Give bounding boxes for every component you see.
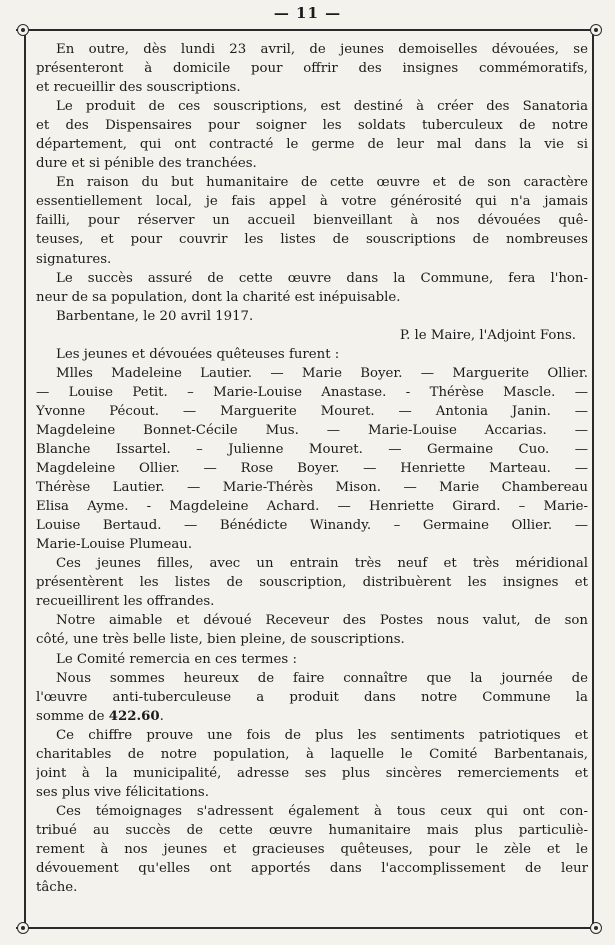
text-line-content: et recueillir des souscriptions. (36, 80, 241, 96)
text-line-content: Le succès assuré de cette œuvre dans la Commune, fera l'hon- (56, 270, 588, 286)
text-line-content: Elisa Ayme. - Magdeleine Achard. — Henriette Girard. – Marie- (36, 499, 588, 515)
text-line-content: signatures. (36, 251, 112, 267)
text-line-content: tâche. (36, 880, 78, 896)
text-line (36, 592, 588, 611)
text-line (36, 669, 588, 688)
text-line-content: l'œuvre anti-tuberculeuse a produit dans notre Commune la (36, 689, 588, 705)
text-line-content: rement à nos jeunes et gracieuses quêteuses, pour le zèle et le (36, 841, 588, 857)
text-line-content: joint à la municipalité, adresse ses plus sincères remerciements et (36, 765, 588, 781)
text-line (36, 554, 588, 573)
text-line-content: Le Comité remercia en ces termes : (56, 651, 297, 667)
text-line (36, 611, 588, 630)
text-line (36, 173, 588, 192)
text-line (36, 230, 588, 249)
text-line-content: Blanche Issartel. – Julienne Mouret. — Germaine Cuo. — (36, 441, 588, 457)
text-line (36, 345, 588, 364)
page-number: — 11 — (273, 4, 342, 22)
text-line (36, 250, 588, 269)
text-line-content: Le produit de ces souscriptions, est destiné à créer des Sanatoria (56, 99, 588, 115)
text-line-content: Nous sommes heureux de faire connaître que la journée de (56, 670, 588, 686)
corner-ornament-icon (590, 24, 602, 36)
text-line-content: Magdeleine Bonnet-Cécile Mus. — Marie-Louise Accarias. — (36, 422, 588, 438)
text-line (36, 478, 588, 497)
text-line (36, 97, 588, 116)
text-line (36, 192, 588, 211)
text-line (36, 402, 588, 421)
text-line-content: P. le Maire, l'Adjoint Fons. (399, 327, 576, 343)
text-line (36, 269, 588, 288)
text-line-content: Marie-Louise Plumeau. (36, 537, 193, 553)
text-line (36, 440, 588, 459)
text-line (36, 364, 588, 383)
text-line-content: Yvonne Pécout. — Marguerite Mouret. — Antonia Janin. — (36, 403, 588, 419)
text-line (36, 383, 588, 402)
text-line (36, 116, 588, 135)
body-text (36, 40, 588, 897)
text-line-content: somme de (36, 708, 105, 724)
amount-value: 422.60 (108, 708, 160, 724)
text-line-content: essentiellement local, je fais appel à votre générosité qui n'a jamais (36, 194, 588, 210)
text-line (36, 783, 588, 802)
text-line-content: failli, pour réserver un accueil bienveillant à nos dévouées quê- (36, 213, 588, 229)
text-line (36, 535, 588, 554)
text-line (36, 650, 588, 669)
text-line-content: département, qui ont contracté le germe de leur mal dans la vie si (36, 137, 588, 153)
text-line (36, 821, 588, 840)
text-line (36, 802, 588, 821)
text-line-content: Les jeunes et dévouées quêteuses furent : (56, 346, 340, 362)
text-line (36, 40, 588, 59)
text-line (36, 211, 588, 230)
text-line-content: teuses, et pour couvrir les listes de souscriptions de nombreuses (36, 232, 588, 248)
corner-ornament-icon (590, 922, 602, 934)
text-line-content: dévouement qu'elles ont apportés dans l'accomplissement de leur (36, 861, 588, 877)
text-line-tail: . (159, 708, 164, 724)
text-line-content: En outre, dès lundi 23 avril, de jeunes demoiselles dévouées, se (56, 42, 588, 57)
text-line-content: dure et si pénible des tranchées. (36, 156, 257, 172)
text-line-content: présentèrent les listes de souscription, distribuèrent les insignes et (36, 575, 588, 591)
text-line (36, 878, 588, 897)
text-line-content: Mlles Madeleine Lautier. — Marie Boyer. — Marguerite Ollier. (56, 365, 588, 381)
text-line (36, 726, 588, 745)
text-line (36, 630, 588, 649)
text-line (36, 326, 588, 345)
text-line-content: côté, une très belle liste, bien pleine, de souscriptions. (36, 632, 405, 648)
text-line (36, 459, 588, 478)
text-line (36, 59, 588, 78)
text-line-content: Notre aimable et dévoué Receveur des Postes nous valut, de son (56, 613, 588, 629)
text-line-content: Ce chiffre prouve une fois de plus les sentiments patriotiques et (56, 727, 588, 743)
text-line (36, 859, 588, 878)
text-line (36, 764, 588, 783)
text-line (36, 154, 588, 173)
text-line (36, 497, 588, 516)
text-line (36, 573, 588, 592)
text-line-content: présenteront à domicile pour offrir des insignes commémoratifs, (36, 61, 588, 77)
corner-ornament-icon (17, 922, 29, 934)
text-line (36, 707, 588, 726)
text-line-content: Louise Bertaud. — Bénédicte Winandy. – Germaine Ollier. — (36, 518, 588, 534)
corner-ornament-icon (17, 24, 29, 36)
text-line-content: tribué au succès de cette œuvre humanitaire mais plus particuliè- (36, 822, 588, 838)
text-line (36, 421, 588, 440)
text-line (36, 745, 588, 764)
text-line-content: Thérèse Lautier. — Marie-Thérès Mison. — Marie Chambereau (36, 480, 588, 496)
text-line (36, 78, 588, 97)
text-line-content: Barbentane, le 20 avril 1917. (56, 308, 254, 324)
text-line-content: En raison du but humanitaire de cette œuvre et de son caractère (56, 175, 588, 191)
text-line (36, 288, 588, 307)
text-line (36, 307, 588, 326)
text-line-content: Ces témoignages s'adressent également à tous ceux qui ont con- (56, 803, 588, 819)
text-line (36, 516, 588, 535)
text-line (36, 135, 588, 154)
text-line-content: — Louise Petit. – Marie-Louise Anastase. - Thérèse Mascle. — (36, 384, 588, 400)
text-line-content: recueillirent les offrandes. (36, 594, 215, 610)
text-line-content: Magdeleine Ollier. — Rose Boyer. — Henriette Marteau. — (36, 461, 588, 477)
text-line-content: charitables de notre population, à laquelle le Comité Barbentanais, (36, 746, 588, 762)
text-line (36, 840, 588, 859)
text-line-content: et des Dispensaires pour soigner les soldats tuberculeux de notre (36, 118, 588, 134)
text-line-content: ses plus vive félicitations. (36, 784, 209, 800)
text-line (36, 688, 588, 707)
text-line-content: neur de sa population, dont la charité est inépuisable. (36, 289, 401, 305)
text-line-content: Ces jeunes filles, avec un entrain très neuf et très méridional (56, 556, 588, 572)
